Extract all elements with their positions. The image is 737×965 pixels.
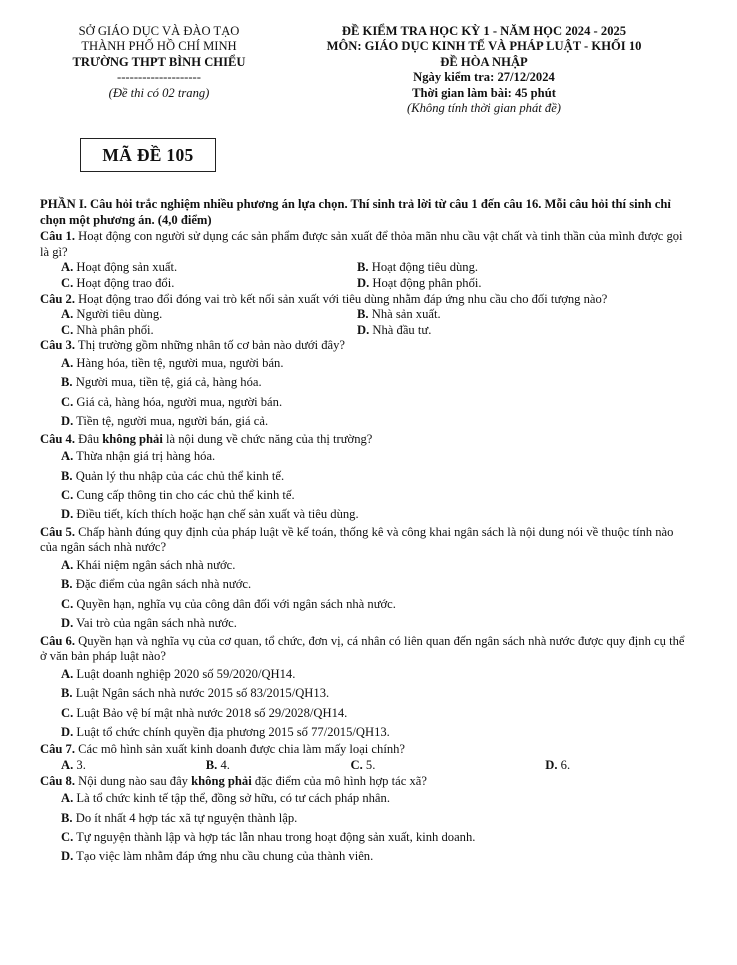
option-text: 4.: [220, 758, 230, 772]
option-letter: C.: [61, 394, 74, 409]
option-letter: B.: [357, 260, 369, 275]
option-text: Nhà phân phối.: [76, 322, 154, 337]
option-text: Hàng hóa, tiền tệ, người mua, người bán.: [76, 355, 284, 370]
city-name: THÀNH PHỐ HỒ CHÍ MINH: [81, 39, 237, 54]
question-number: Câu 8.: [40, 773, 75, 788]
question-8-options: [61, 789, 690, 867]
option-a[interactable]: [61, 758, 206, 774]
option-c[interactable]: [351, 758, 496, 774]
option-a[interactable]: [61, 307, 357, 323]
option-d[interactable]: [545, 758, 690, 774]
option-c[interactable]: [61, 595, 690, 614]
exam-date: Ngày kiểm tra: 27/12/2024: [413, 70, 555, 85]
question-text-before: Đâu: [78, 431, 100, 446]
option-letter: A.: [61, 557, 74, 572]
option-letter: A.: [61, 260, 74, 275]
option-letter: D.: [61, 616, 74, 631]
option-text: Quản lý thu nhập của các chủ thể kinh tế.: [75, 468, 285, 483]
question-number: Câu 1.: [40, 229, 75, 244]
option-letter: C.: [61, 705, 74, 720]
question-6-options: [61, 665, 690, 743]
question-1: [40, 229, 690, 260]
option-a[interactable]: [61, 447, 690, 466]
option-text: Hoạt động tiêu dùng.: [371, 260, 479, 275]
option-text: Điều tiết, kích thích hoặc hạn chế sản xuất và tiêu dùng.: [76, 507, 359, 522]
question-text: Thị trường gồm những nhân tố cơ bản nào dưới đây?: [77, 338, 346, 353]
option-letter: C.: [61, 830, 74, 844]
option-letter: C.: [61, 322, 74, 337]
option-c[interactable]: [61, 323, 357, 339]
option-text: Tạo việc làm nhằm đáp ứng nhu cầu chung của thành viên.: [76, 849, 374, 864]
option-text: 3.: [76, 758, 86, 772]
option-text: Hoạt động trao đổi.: [76, 275, 175, 290]
question-text: Các mô hình sản xuất kinh doanh được chia làm mấy loại chính?: [78, 742, 406, 757]
question-number: Câu 7.: [40, 742, 75, 757]
option-d[interactable]: [61, 723, 690, 742]
option-a[interactable]: [61, 556, 690, 575]
option-a[interactable]: [61, 354, 690, 373]
question-2-options: [61, 307, 690, 338]
exam-content: [40, 197, 690, 867]
question-number: Câu 5.: [40, 524, 75, 539]
option-text: 6.: [560, 758, 571, 772]
exam-code-box: MÃ ĐỀ 105: [80, 138, 216, 172]
option-letter: A.: [61, 449, 74, 464]
question-text: Hoạt động con người sử dụng các sản phẩm được sản xuất để thỏa mãn nhu cầu vật chất và tinh thần của mình được gọi là gì?: [40, 229, 683, 259]
option-b[interactable]: [357, 260, 478, 276]
option-letter: B.: [61, 810, 73, 825]
option-letter: C.: [61, 487, 74, 502]
option-letter: C.: [350, 758, 363, 772]
option-c[interactable]: [61, 704, 690, 723]
option-a[interactable]: [61, 260, 357, 276]
option-text: Tự nguyện thành lập và hợp tác lẫn nhau trong hoạt động sản xuất, kinh doanh.: [76, 830, 476, 844]
option-b[interactable]: [61, 467, 690, 486]
question-text-after: đặc điểm của mô hình hợp tác xã?: [254, 773, 427, 788]
option-text: Quyền hạn, nghĩa vụ của công dân đối với ngân sách nhà nước.: [76, 596, 396, 611]
option-text: Người tiêu dùng.: [76, 307, 163, 322]
option-text: Hoạt động phân phối.: [372, 275, 482, 290]
option-text: Nhà đầu tư.: [372, 322, 432, 337]
question-text-emphasis: không phải: [102, 431, 163, 446]
header-right: [278, 24, 690, 116]
option-letter: D.: [61, 507, 74, 522]
option-d[interactable]: [61, 614, 690, 633]
option-text: Cung cấp thông tin cho các chủ thể kinh tế.: [76, 487, 295, 502]
question-text-after: là nội dung về chức năng của thị trường?: [166, 431, 373, 446]
option-letter: C.: [61, 596, 74, 611]
option-text: Khái niệm ngân sách nhà nước.: [76, 557, 236, 572]
option-text: Luật Bảo vệ bí mật nhà nước 2018 số 29/2028/QH14.: [76, 705, 348, 720]
question-3-options: [61, 354, 690, 432]
subject-line: MÔN: GIÁO DỤC KINH TẾ VÀ PHÁP LUẬT - KHỐI 10: [326, 39, 642, 54]
question-text: Quyền hạn và nghĩa vụ của cơ quan, tổ chức, đơn vị, cá nhân có liên quan đến ngân sách nhà nước được quy định cụ thể ở văn bản pháp luật nào?: [40, 633, 685, 664]
option-b[interactable]: [61, 684, 690, 703]
exam-type: ĐỀ HÒA NHẬP: [440, 54, 528, 69]
question-text: Chấp hành đúng quy định của pháp luật về kế toán, thống kê và công khai ngân sách là nội dung nói về thuộc tính nào của ngân sách nhà nước?: [40, 524, 674, 555]
option-letter: A.: [61, 791, 74, 806]
option-b[interactable]: [357, 307, 441, 323]
question-text-before: Nội dung nào sau đây: [78, 773, 188, 788]
pages-note: (Đề thi có 02 trang): [108, 85, 210, 100]
option-text: Tiền tệ, người mua, người bán, giá cả.: [76, 414, 269, 429]
question-5-options: [61, 556, 690, 634]
option-letter: B.: [61, 577, 73, 592]
exam-title: ĐỀ KIỂM TRA HỌC KỲ 1 - NĂM HỌC 2024 - 2025: [341, 24, 627, 38]
option-letter: D.: [61, 725, 74, 739]
option-letter: B.: [205, 758, 218, 772]
option-b[interactable]: [61, 575, 690, 594]
option-letter: C.: [61, 275, 74, 290]
option-letter: D.: [61, 414, 74, 429]
option-c[interactable]: [61, 828, 690, 847]
option-text: Luật tổ chức chính quyền địa phương 2015 số 77/2015/QH13.: [76, 725, 390, 739]
option-letter: D.: [545, 758, 558, 772]
option-letter: D.: [357, 322, 370, 337]
option-text: Thừa nhận giá trị hàng hóa.: [76, 449, 216, 464]
question-number: Câu 6.: [40, 633, 75, 648]
option-text: 5.: [365, 758, 376, 772]
option-text: Hoạt động sản xuất.: [76, 260, 178, 275]
option-text: Nhà sản xuất.: [371, 307, 441, 322]
option-text: Giá cả, hàng hóa, người mua, người bán.: [76, 394, 283, 409]
question-7: [40, 742, 690, 758]
header-divider: --------------------: [117, 70, 201, 85]
option-letter: A.: [61, 355, 74, 370]
option-b[interactable]: [61, 809, 690, 828]
option-letter: A.: [61, 758, 74, 772]
question-4: [40, 432, 690, 448]
exam-duration: Thời gian làm bài: 45 phút: [412, 85, 556, 100]
question-7-options: [61, 758, 690, 774]
option-c[interactable]: [61, 393, 690, 412]
option-a[interactable]: [61, 665, 690, 684]
option-c[interactable]: [61, 486, 690, 505]
option-text: Là tổ chức kinh tế tập thể, đồng sở hữu, có tư cách pháp nhân.: [76, 791, 390, 806]
option-text: Đặc điểm của ngân sách nhà nước.: [75, 577, 252, 592]
question-number: Câu 2.: [40, 291, 75, 306]
option-letter: B.: [357, 307, 369, 322]
duration-note: (Không tính thời gian phát đề): [407, 101, 561, 116]
question-6: [40, 634, 690, 665]
question-2: [40, 292, 690, 308]
option-d[interactable]: [61, 412, 690, 431]
option-a[interactable]: [61, 789, 690, 808]
option-d[interactable]: [61, 505, 690, 524]
option-text: Do ít nhất 4 hợp tác xã tự nguyện thành lập.: [75, 810, 298, 825]
option-letter: B.: [61, 686, 73, 701]
option-letter: D.: [357, 275, 370, 290]
question-5: [40, 525, 690, 556]
question-number: Câu 3.: [40, 338, 75, 353]
school-name: TRƯỜNG THPT BÌNH CHIỂU: [72, 54, 246, 69]
option-d[interactable]: [357, 323, 431, 339]
option-text: Luật Ngân sách nhà nước 2015 số 83/2015/QH13.: [75, 686, 330, 701]
option-letter: B.: [61, 375, 73, 390]
option-b[interactable]: [61, 373, 690, 392]
option-letter: A.: [61, 307, 74, 322]
option-text: Luật doanh nghiệp 2020 số 59/2020/QH14.: [76, 666, 296, 681]
question-4-options: [61, 447, 690, 525]
option-letter: B.: [61, 468, 73, 483]
option-letter: D.: [61, 849, 74, 864]
option-d[interactable]: [357, 276, 482, 292]
question-text: Hoạt động trao đổi đóng vai trò kết nối sản xuất với tiêu dùng nhằm đáp ứng nhu cầu cho đối tượng nào?: [78, 291, 608, 306]
question-1-options: [61, 260, 690, 291]
header-left: [40, 24, 278, 101]
part1-heading: PHẦN I. Câu hỏi trắc nghiệm nhiều phương án lựa chọn. Thí sinh trả lời từ câu 1 đến câu 16. Mỗi câu hỏi thí sinh chỉ chọn một phương án. (4,0 điểm): [40, 197, 671, 227]
option-text: Người mua, tiền tệ, giá cả, hàng hóa.: [75, 375, 262, 390]
option-d[interactable]: [61, 847, 690, 866]
option-b[interactable]: [206, 758, 351, 774]
question-number: Câu 4.: [40, 431, 75, 446]
question-text-emphasis: không phải: [191, 773, 252, 788]
question-8: [40, 774, 690, 790]
option-c[interactable]: [61, 276, 357, 292]
option-text: Vai trò của ngân sách nhà nước.: [76, 616, 237, 631]
department-name: SỞ GIÁO DỤC VÀ ĐÀO TẠO: [78, 24, 240, 38]
option-letter: A.: [61, 666, 74, 681]
question-3: [40, 338, 690, 354]
